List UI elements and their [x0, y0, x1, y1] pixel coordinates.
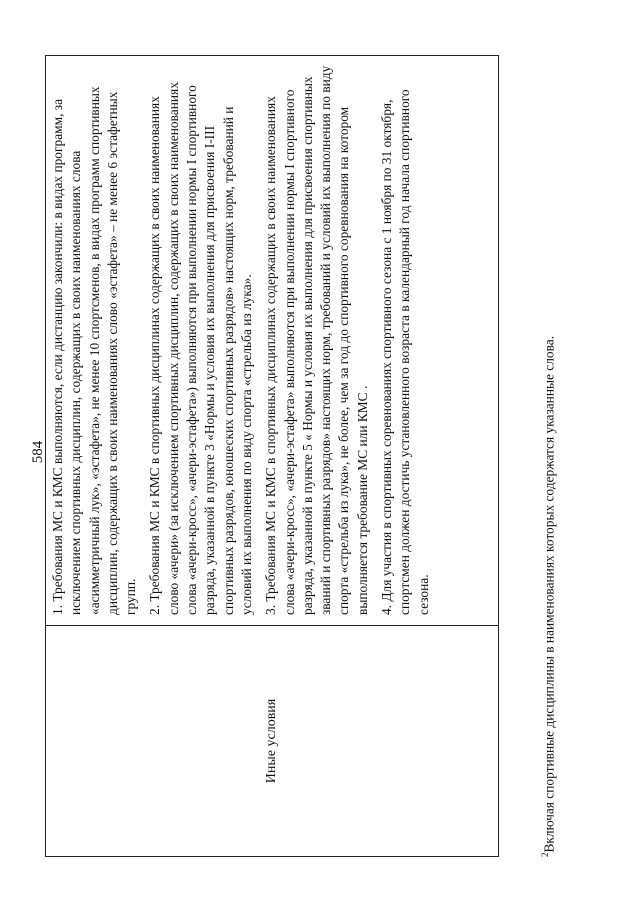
condition-item: 2. Требования МС и КМС в спортивных дисциплинах содержащих в своих наименованиях слово «ачери» (за исключением спортивных дисциплин, содержащих в своих наименованиях слова «ачери-кросс», «ачери-эстафета») выполняются при выполнении нормы I спортивного разряда, указанной в пункте 3 «Нормы и условия их выполнения для присвоения I-III спортивных разрядов, юношеских спортивных разрядов» настоящих норм, требований и условий их выполнения по виду спорта «стрельба из лука». [147, 82, 254, 615]
condition-item: 4. Для участия в спортивных соревнованиях спортивного сезона с 1 ноября по 31 октября, спортсмен должен достичь установленного возраста в календарный год начала спортивного сезона. [379, 89, 431, 615]
table-label-cell [46, 625, 498, 856]
conditions-table [45, 55, 499, 857]
page-number: 584 [30, 440, 46, 464]
footnote [540, 336, 557, 857]
rotated-page [30, 22, 610, 882]
table-label: Иные условия [264, 698, 279, 784]
condition-item: 1. Требования МС и КМС выполняются, если дистанцию закончили: в видах программ, за исключением спортивных дисциплин, содержащих в своих наименованиях слова «асимметричный лук», «эстафета», не менее 10 спортсменов, в видах программ спортивных дисциплин, содержащих в своих наименованиях слово «эстафета» – не менее 6 эстафетных групп. [50, 86, 139, 615]
footnote-marker: 2 [540, 852, 550, 857]
table-content-cell [46, 56, 498, 625]
footnote-text: Включая спортивные дисциплины в наименованиях которых содержатся указанные слова. [541, 335, 557, 853]
condition-item: 3. Требования МС и КМС в спортивных дисциплинах содержащих в своих наименованиях слова «ачери-кросс», «ачери-эстафета» выполняются при выполнении нормы I спортивного разряда, указанной в пункте 5 « Нормы и условия их выполнения для присвоения спортивных званий и спортивных разрядов» настоящих норм, требований и условий их выполнения по виду спорта «стрельба из лука», не более, чем за год до спортивного соревнования на котором выполняется требование МС или КМС . [263, 65, 370, 615]
